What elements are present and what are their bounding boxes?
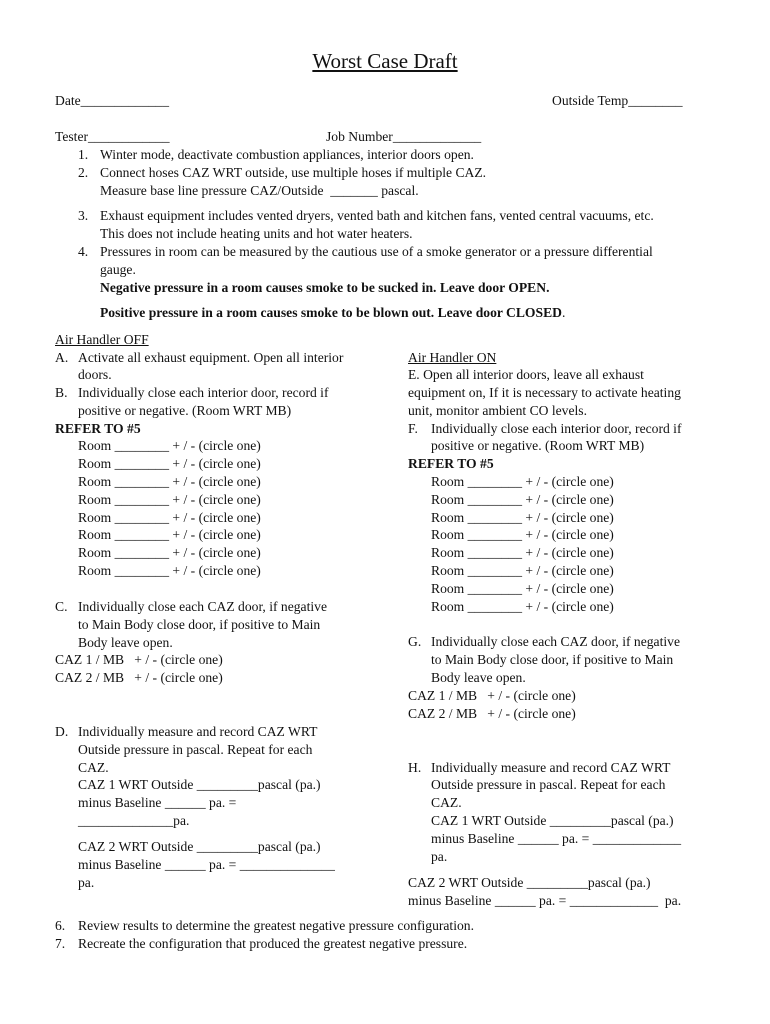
minus-baseline-field[interactable]: minus Baseline ______ pa. = _____________ pa. [408, 893, 682, 908]
minus-baseline-field[interactable]: minus Baseline ______ pa. = ______________ [78, 857, 335, 872]
room-entry[interactable]: Room ________ + / - (circle one) [431, 492, 614, 507]
step-text: Winter mode, deactivate combustion appliances, interior doors open. [100, 147, 474, 162]
caz1-outside-field[interactable]: CAZ 1 WRT Outside _________pascal (pa.) [431, 813, 674, 828]
item-text: Individually measure and record CAZ WRT [431, 760, 671, 775]
item-text: Individually close each CAZ door, if negative [78, 599, 327, 614]
room-entry[interactable]: Room ________ + / - (circle one) [78, 510, 261, 525]
item-letter: G. [408, 634, 422, 649]
air-handler-off-heading: Air Handler OFF [55, 332, 149, 347]
room-entry[interactable]: Room ________ + / - (circle one) [431, 474, 614, 489]
positive-pressure-warning [100, 304, 565, 322]
item-text: Individually close each interior door, record if [431, 421, 682, 436]
step-text: Exhaust equipment includes vented dryers, vented bath and kitchen fans, vented central vacuums, etc. [100, 208, 654, 223]
room-entry[interactable]: Room ________ + / - (circle one) [431, 510, 614, 525]
item-letter: B. [55, 385, 68, 400]
negative-pressure-warning: Negative pressure in a room causes smoke to be sucked in. Leave door OPEN. [100, 280, 550, 295]
item-text: Individually close each CAZ door, if negative [431, 634, 680, 649]
item-text: CAZ. [78, 760, 109, 775]
step-text: Pressures in room can be measured by the cautious use of a smoke generator or a pressure differential [100, 244, 653, 259]
minus-baseline-field[interactable]: minus Baseline ______ pa. = [78, 795, 237, 810]
page-title [0, 48, 770, 74]
item-text: CAZ. [431, 795, 462, 810]
baseline-pressure-field[interactable]: Measure base line pressure CAZ/Outside _______ pascal. [100, 183, 419, 198]
date-field[interactable]: Date_____________ [55, 93, 170, 108]
unit-label: pa. [431, 849, 448, 864]
step-number: 7. [55, 936, 66, 951]
item-letter: F. [408, 421, 418, 436]
page-title-text: Worst Case Draft [312, 49, 458, 73]
item-text: to Main Body close door, if positive to Main [78, 617, 321, 632]
room-entry[interactable]: Room ________ + / - (circle one) [431, 581, 614, 596]
item-text: E. Open all interior doors, leave all exhaust [408, 367, 644, 382]
item-text: Outside pressure in pascal. Repeat for each [78, 742, 313, 757]
room-entry[interactable]: Room ________ + / - (circle one) [78, 545, 261, 560]
room-entry[interactable]: Room ________ + / - (circle one) [431, 599, 614, 614]
step-number: 1. [78, 147, 89, 162]
minus-baseline-field[interactable]: minus Baseline ______ pa. = _____________ [431, 831, 682, 846]
item-text: Activate all exhaust equipment. Open all interior [78, 350, 344, 365]
room-entry[interactable]: Room ________ + / - (circle one) [78, 474, 261, 489]
step-text: This does not include heating units and hot water heaters. [100, 226, 413, 241]
caz-entry[interactable]: CAZ 1 / MB + / - (circle one) [408, 688, 576, 703]
item-letter: A. [55, 350, 69, 365]
step-text: Recreate the configuration that produced the greatest negative pressure. [78, 936, 468, 951]
room-entry[interactable]: Room ________ + / - (circle one) [431, 545, 614, 560]
step-number: 2. [78, 165, 89, 180]
item-text: Outside pressure in pascal. Repeat for each [431, 777, 666, 792]
room-entry[interactable]: Room ________ + / - (circle one) [78, 492, 261, 507]
air-handler-on-heading: Air Handler ON [408, 350, 497, 365]
item-text: doors. [78, 367, 112, 382]
caz2-outside-field[interactable]: CAZ 2 WRT Outside _________pascal (pa.) [78, 839, 321, 854]
caz-entry[interactable]: CAZ 1 / MB + / - (circle one) [55, 652, 223, 667]
item-text: Body leave open. [78, 635, 173, 650]
room-entry[interactable]: Room ________ + / - (circle one) [431, 527, 614, 542]
item-text: positive or negative. (Room WRT MB) [431, 438, 645, 453]
room-entry[interactable]: Room ________ + / - (circle one) [78, 438, 261, 453]
step-text: gauge. [100, 262, 136, 277]
item-text: Individually close each interior door, record if [78, 385, 329, 400]
tester-field[interactable]: Tester____________ [55, 129, 170, 144]
item-text: positive or negative. (Room WRT MB) [78, 403, 292, 418]
item-text: equipment on, If it is necessary to activate heating [408, 385, 681, 400]
caz-entry[interactable]: CAZ 2 / MB + / - (circle one) [55, 670, 223, 685]
room-entry[interactable]: Room ________ + / - (circle one) [78, 563, 261, 578]
item-text: to Main Body close door, if positive to Main [431, 652, 674, 667]
room-entry[interactable]: Room ________ + / - (circle one) [78, 456, 261, 471]
positive-warning-period: . [561, 305, 566, 320]
step-number: 3. [78, 208, 89, 223]
caz2-outside-field[interactable]: CAZ 2 WRT Outside _________pascal (pa.) [408, 875, 651, 890]
result-field[interactable]: ______________pa. [78, 813, 190, 828]
item-text: Body leave open. [431, 670, 526, 685]
positive-warning-text: Positive pressure in a room causes smoke to be blown out. Leave door CLOSED [100, 305, 562, 320]
room-entry[interactable]: Room ________ + / - (circle one) [431, 563, 614, 578]
item-letter: H. [408, 760, 422, 775]
unit-label: pa. [78, 875, 95, 890]
refer-to-note: REFER TO #5 [55, 421, 141, 436]
step-text: Connect hoses CAZ WRT outside, use multiple hoses if multiple CAZ. [100, 165, 487, 180]
caz-entry[interactable]: CAZ 2 / MB + / - (circle one) [408, 706, 576, 721]
step-number: 6. [55, 918, 66, 933]
outside-temp-field[interactable]: Outside Temp________ [552, 93, 683, 108]
refer-to-note: REFER TO #5 [408, 456, 494, 471]
item-letter: C. [55, 599, 68, 614]
step-text: Review results to determine the greatest negative pressure configuration. [78, 918, 474, 933]
room-entry[interactable]: Room ________ + / - (circle one) [78, 527, 261, 542]
item-text: unit, monitor ambient CO levels. [408, 403, 587, 418]
job-number-field[interactable]: Job Number_____________ [326, 129, 482, 144]
step-number: 4. [78, 244, 89, 259]
item-letter: D. [55, 724, 69, 739]
item-text: Individually measure and record CAZ WRT [78, 724, 318, 739]
caz1-outside-field[interactable]: CAZ 1 WRT Outside _________pascal (pa.) [78, 777, 321, 792]
